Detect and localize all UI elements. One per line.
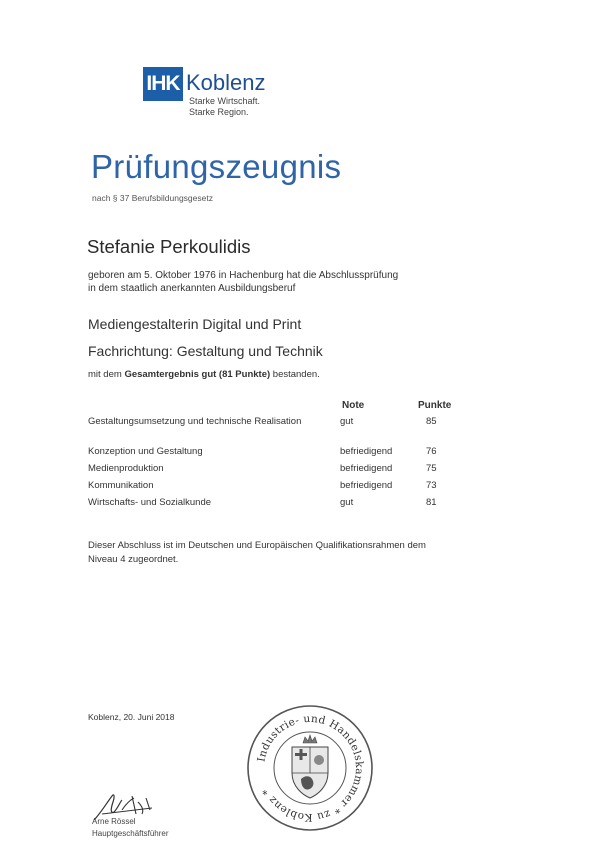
result-grade: Gesamtergebnis gut (81 Punkte) <box>124 369 271 380</box>
qualification-line-1: Dieser Abschluss ist im Deutschen und Europäischen Qualifikationsrahmen dem <box>88 540 426 551</box>
subject-grade: befriedigend <box>340 446 393 457</box>
subject-name: Medienproduktion <box>88 463 164 474</box>
logo-abbr: IHK <box>143 67 183 101</box>
column-header-note: Note <box>342 400 365 411</box>
place-and-date: Koblenz, 20. Juni 2018 <box>88 712 175 722</box>
birth-line-1: geboren am 5. Oktober 1976 in Hachenburg hat die Abschlussprüfung <box>88 270 399 281</box>
signer-title: Hauptgeschäftsführer <box>92 829 169 838</box>
subject-grade: befriedigend <box>340 463 393 474</box>
specialization: Fachrichtung: Gestaltung und Technik <box>88 343 323 359</box>
column-header-points: Punkte <box>418 400 452 411</box>
candidate-name: Stefanie Perkoulidis <box>87 236 251 257</box>
subject-points: 81 <box>426 497 437 508</box>
logo-tagline-2: Starke Region. <box>189 107 249 117</box>
document-subtitle: nach § 37 Berufsbildungsgesetz <box>92 193 213 203</box>
subject-name: Wirtschafts- und Sozialkunde <box>88 497 212 508</box>
logo-city: Koblenz <box>186 70 266 95</box>
result-suffix: bestanden. <box>272 369 320 380</box>
document-title: Prüfungszeugnis <box>91 148 342 185</box>
profession: Mediengestalterin Digital und Print <box>88 316 302 332</box>
logo-tagline <box>189 96 260 118</box>
signer-name: Arne Rössel <box>92 817 136 826</box>
subject-name: Konzeption und Gestaltung <box>88 446 203 457</box>
subject-name: Kommunikation <box>88 480 154 491</box>
subject-grade: befriedigend <box>340 480 393 491</box>
qualification-line-2: Niveau 4 zugeordnet. <box>88 554 179 565</box>
result-prefix: mit dem <box>88 369 122 380</box>
subject-points: 76 <box>426 446 437 457</box>
official-seal <box>245 703 375 833</box>
logo-tagline-1: Starke Wirtschaft. <box>189 96 261 106</box>
overall-result <box>88 369 320 380</box>
subject-name: Gestaltungsumsetzung und technische Realisation <box>88 416 302 427</box>
subject-points: 85 <box>426 416 437 427</box>
subject-points: 75 <box>426 463 437 474</box>
subject-grade: gut <box>340 416 354 427</box>
svg-text:Industrie- und Handelskammer *: Industrie- und Handelskammer * zu Koblenz * <box>255 712 366 824</box>
subject-grade: gut <box>340 497 354 508</box>
subject-points: 73 <box>426 480 437 491</box>
birth-line-2: in dem staatlich anerkannten Ausbildungsberuf <box>88 283 296 294</box>
